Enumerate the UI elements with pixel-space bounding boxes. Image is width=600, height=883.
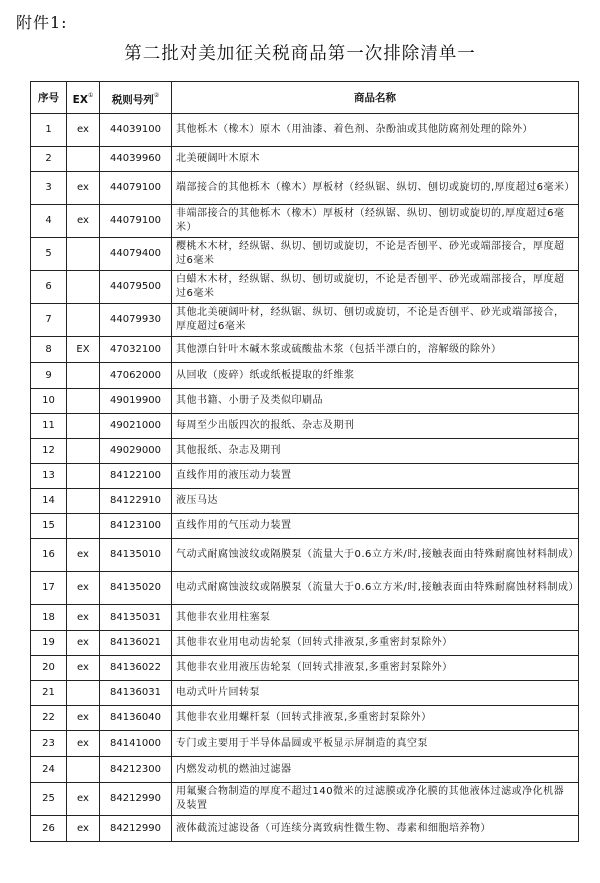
table-row [31, 572, 579, 605]
row-tariff-code: 44079930 [100, 304, 172, 337]
row-index: 21 [31, 681, 67, 706]
row-ex-flag: ex [67, 706, 100, 731]
row-product-name: 内燃发动机的燃油过滤器 [172, 757, 579, 783]
row-tariff-code: 84122910 [100, 489, 172, 514]
document-title: 第二批对美加征关税商品第一次排除清单一 [124, 44, 476, 64]
header-code [100, 82, 172, 114]
table-row [31, 363, 579, 389]
row-index: 25 [31, 783, 67, 816]
row-product-name: 其他报纸、杂志及期刊 [172, 439, 579, 464]
header-index: 序号 [31, 82, 67, 114]
row-ex-flag [67, 681, 100, 706]
row-product-name: 其他北美硬阔叶材，经纵锯、纵切、刨切或旋切，不论是否刨平、砂光或端部接合，厚度超过6毫米 [172, 304, 579, 337]
row-index: 10 [31, 389, 67, 414]
table-row [31, 631, 579, 656]
row-ex-flag [67, 464, 100, 489]
row-ex-flag: ex [67, 572, 100, 605]
row-tariff-code: 44079400 [100, 238, 172, 271]
table-header-row [31, 82, 579, 114]
row-ex-flag: ex [67, 205, 100, 238]
row-product-name: 从回收（废碎）纸或纸板提取的纤维浆 [172, 363, 579, 389]
row-product-name: 端部接合的其他栎木（橡木）厚板材（经纵锯、纵切、刨切或旋切的,厚度超过6毫米） [172, 172, 579, 205]
row-index: 9 [31, 363, 67, 389]
header-code-footnote: ② [153, 91, 160, 99]
table-row [31, 783, 579, 816]
row-ex-flag [67, 238, 100, 271]
table-row [31, 205, 579, 238]
row-tariff-code: 84135031 [100, 605, 172, 631]
row-tariff-code: 44039960 [100, 147, 172, 172]
row-tariff-code: 49029000 [100, 439, 172, 464]
row-product-name: 其他非农业用螺杆泵（回转式排液泵,多重密封泵除外） [172, 706, 579, 731]
row-ex-flag [67, 757, 100, 783]
attachment-label: 附件1: [16, 13, 68, 32]
row-tariff-code: 84212300 [100, 757, 172, 783]
table-row [31, 706, 579, 731]
row-tariff-code: 84141000 [100, 731, 172, 757]
row-ex-flag [67, 439, 100, 464]
table-row [31, 114, 579, 147]
row-product-name: 直线作用的气压动力装置 [172, 514, 579, 539]
table-row [31, 147, 579, 172]
row-index: 12 [31, 439, 67, 464]
row-ex-flag [67, 271, 100, 304]
row-tariff-code: 47032100 [100, 337, 172, 363]
row-index: 4 [31, 205, 67, 238]
row-ex-flag: ex [67, 114, 100, 147]
table-row [31, 439, 579, 464]
table-row [31, 414, 579, 439]
row-index: 1 [31, 114, 67, 147]
row-index: 16 [31, 539, 67, 572]
row-ex-flag: ex [67, 631, 100, 656]
row-index: 7 [31, 304, 67, 337]
row-index: 14 [31, 489, 67, 514]
row-product-name: 北美硬阔叶木原木 [172, 147, 579, 172]
table-row [31, 389, 579, 414]
row-index: 8 [31, 337, 67, 363]
row-product-name: 其他非农业用电动齿轮泵（回转式排液泵,多重密封泵除外） [172, 631, 579, 656]
table-row [31, 304, 579, 337]
table-row [31, 337, 579, 363]
row-product-name: 其他栎木（橡木）原木（用油漆、着色剂、杂酚油或其他防腐剂处理的除外） [172, 114, 579, 147]
row-product-name: 白蜡木木材，经纵锯、纵切、刨切或旋切，不论是否刨平、砂光或端部接合，厚度超过6毫米 [172, 271, 579, 304]
row-ex-flag: ex [67, 731, 100, 757]
header-ex-label: EX [72, 93, 88, 106]
exclusion-list-table [30, 81, 579, 842]
row-tariff-code: 47062000 [100, 363, 172, 389]
row-index: 20 [31, 656, 67, 681]
table-row [31, 539, 579, 572]
row-product-name: 液体截流过滤设备（可连续分离致病性微生物、毒素和细胞培养物） [172, 816, 579, 842]
row-ex-flag [67, 304, 100, 337]
row-tariff-code: 84135020 [100, 572, 172, 605]
row-ex-flag: EX [67, 337, 100, 363]
row-ex-flag [67, 363, 100, 389]
row-index: 11 [31, 414, 67, 439]
table-row [31, 656, 579, 681]
row-product-name: 其他非农业用柱塞泵 [172, 605, 579, 631]
row-tariff-code: 84136040 [100, 706, 172, 731]
table-row [31, 757, 579, 783]
row-tariff-code: 84136021 [100, 631, 172, 656]
table-row [31, 238, 579, 271]
row-product-name: 其他非农业用液压齿轮泵（回转式排液泵,多重密封泵除外） [172, 656, 579, 681]
row-ex-flag: ex [67, 172, 100, 205]
row-ex-flag: ex [67, 816, 100, 842]
table-row [31, 489, 579, 514]
header-code-label: 税则号列 [111, 93, 154, 106]
row-ex-flag [67, 389, 100, 414]
row-ex-flag: ex [67, 783, 100, 816]
row-tariff-code: 44079500 [100, 271, 172, 304]
row-product-name: 非端部接合的其他栎木（橡木）厚板材（经纵锯、纵切、刨切或旋切的,厚度超过6毫米） [172, 205, 579, 238]
header-name: 商品名称 [172, 82, 579, 114]
table-row [31, 464, 579, 489]
row-index: 17 [31, 572, 67, 605]
row-tariff-code: 44039100 [100, 114, 172, 147]
row-product-name: 气动式耐腐蚀波纹或隔膜泵（流量大于0.6立方米/时,接触表面由特殊耐腐蚀材料制成） [172, 539, 579, 572]
row-index: 2 [31, 147, 67, 172]
row-tariff-code: 44079100 [100, 172, 172, 205]
row-product-name: 直线作用的液压动力装置 [172, 464, 579, 489]
row-product-name: 樱桃木木材，经纵锯、纵切、刨切或旋切，不论是否刨平、砂光或端部接合，厚度超过6毫米 [172, 238, 579, 271]
row-tariff-code: 84136031 [100, 681, 172, 706]
row-product-name: 专门或主要用于半导体晶圆或平板显示屏制造的真空泵 [172, 731, 579, 757]
row-ex-flag: ex [67, 539, 100, 572]
row-product-name: 液压马达 [172, 489, 579, 514]
row-index: 22 [31, 706, 67, 731]
row-index: 6 [31, 271, 67, 304]
row-index: 23 [31, 731, 67, 757]
row-product-name: 其他书籍、小册子及类似印刷品 [172, 389, 579, 414]
row-index: 3 [31, 172, 67, 205]
table-row [31, 681, 579, 706]
header-ex [67, 82, 100, 114]
table-body [31, 114, 579, 842]
row-tariff-code: 84212990 [100, 816, 172, 842]
row-index: 5 [31, 238, 67, 271]
header-ex-footnote: ① [87, 91, 94, 99]
row-tariff-code: 49021000 [100, 414, 172, 439]
row-ex-flag: ex [67, 605, 100, 631]
row-ex-flag [67, 514, 100, 539]
row-product-name: 电动式叶片回转泵 [172, 681, 579, 706]
row-tariff-code: 84123100 [100, 514, 172, 539]
row-product-name: 其他漂白针叶木碱木浆或硫酸盐木浆（包括半漂白的，溶解级的除外） [172, 337, 579, 363]
row-product-name: 电动式耐腐蚀波纹或隔膜泵（流量大于0.6立方米/时,接触表面由特殊耐腐蚀材料制成） [172, 572, 579, 605]
table-row [31, 172, 579, 205]
row-tariff-code: 84135010 [100, 539, 172, 572]
row-ex-flag [67, 489, 100, 514]
row-product-name: 用氟聚合物制造的厚度不超过140微米的过滤膜或净化膜的其他液体过滤或净化机器及装置 [172, 783, 579, 816]
row-tariff-code: 84122100 [100, 464, 172, 489]
row-index: 15 [31, 514, 67, 539]
table-row [31, 605, 579, 631]
table-row [31, 514, 579, 539]
row-index: 19 [31, 631, 67, 656]
row-tariff-code: 49019900 [100, 389, 172, 414]
row-product-name: 每周至少出版四次的报纸、杂志及期刊 [172, 414, 579, 439]
row-index: 18 [31, 605, 67, 631]
table-row [31, 731, 579, 757]
table-row [31, 816, 579, 842]
row-index: 24 [31, 757, 67, 783]
row-index: 13 [31, 464, 67, 489]
row-ex-flag [67, 414, 100, 439]
row-index: 26 [31, 816, 67, 842]
row-tariff-code: 84136022 [100, 656, 172, 681]
row-ex-flag [67, 147, 100, 172]
row-ex-flag: ex [67, 656, 100, 681]
table-row [31, 271, 579, 304]
row-tariff-code: 44079100 [100, 205, 172, 238]
row-tariff-code: 84212990 [100, 783, 172, 816]
